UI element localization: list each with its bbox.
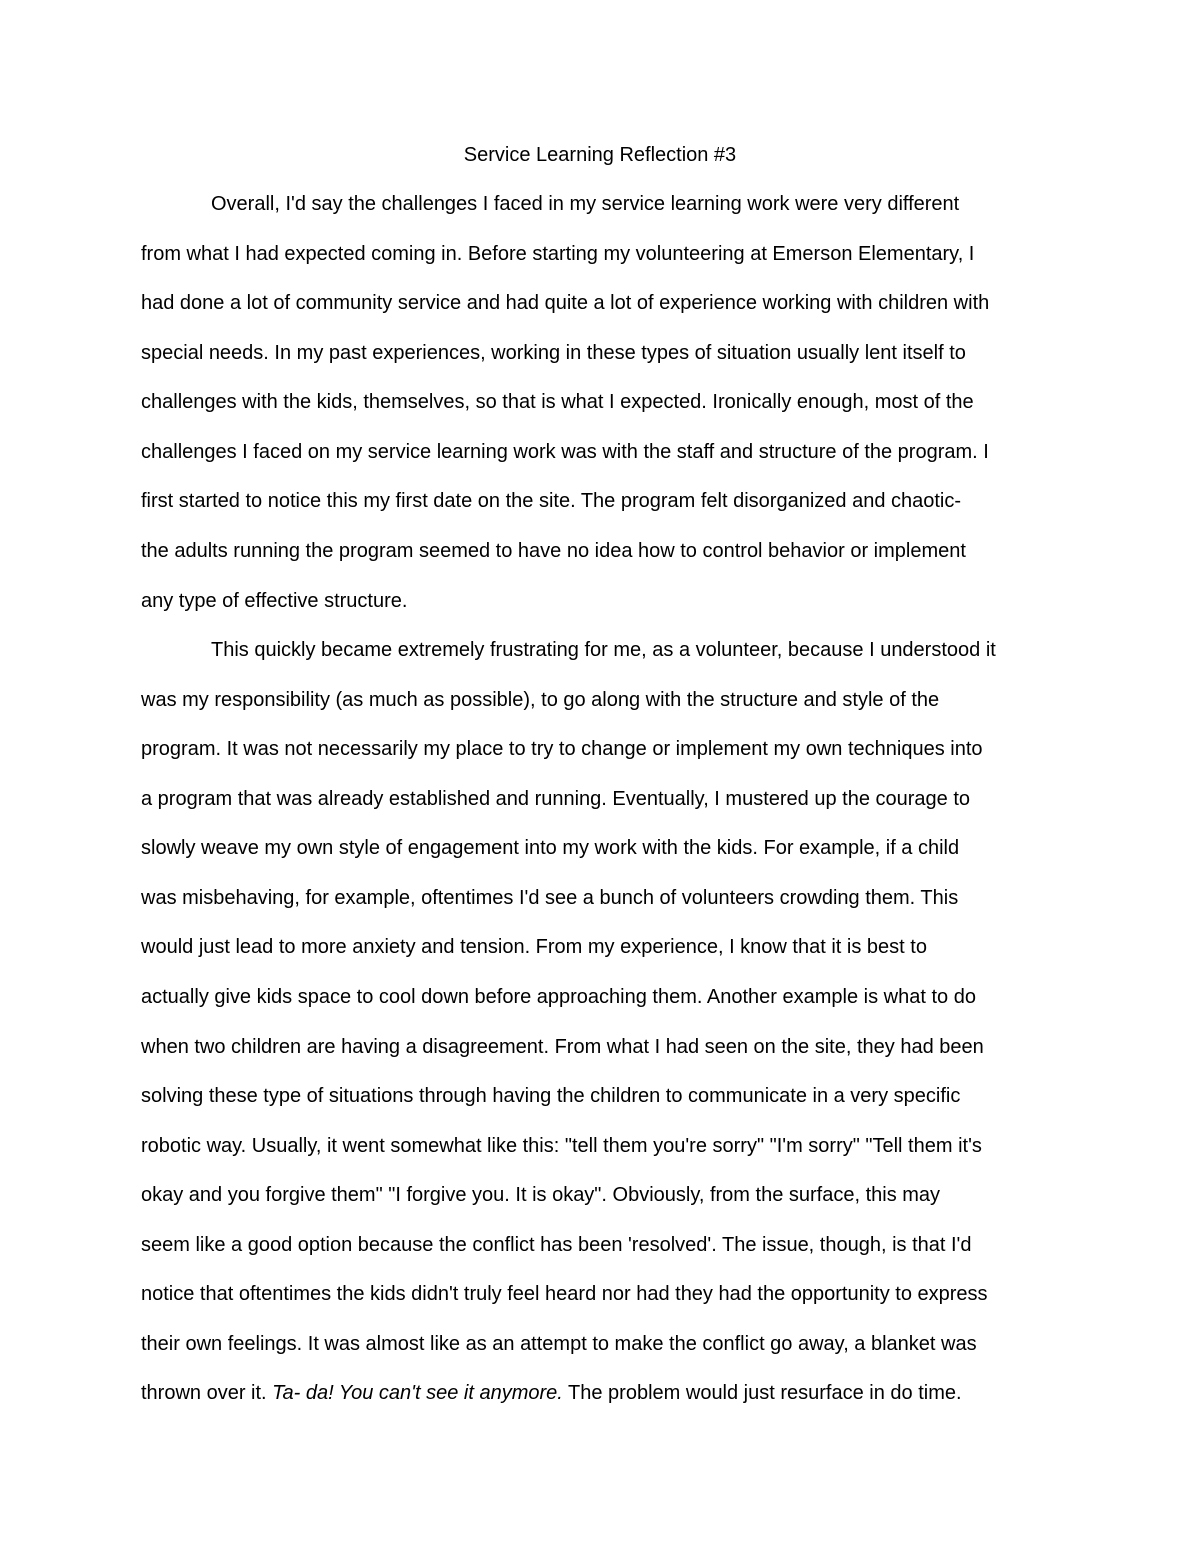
paragraph-2-line-10: solving these type of situations through having the children to communicate in a very specific: [141, 1085, 961, 1107]
paragraph-2-line-11: robotic way. Usually, it went somewhat like this: "tell them you're sorry" "I'm sorry" "Tell them it's: [141, 1135, 982, 1157]
paragraph-2-line-9: when two children are having a disagreement. From what I had seen on the site, they had been: [141, 1036, 984, 1058]
italic-phrase: Ta- da! You can't see it anymore.: [272, 1382, 563, 1404]
paragraph-2-line-16: [141, 1378, 962, 1408]
paragraph-1-line-8: the adults running the program seemed to have no idea how to control behavior or implement: [141, 540, 966, 562]
document-title: Service Learning Reflection #3: [463, 144, 737, 166]
paragraph-2-line-12: okay and you forgive them" "I forgive you. It is okay". Obviously, from the surface, this may: [141, 1184, 941, 1206]
paragraph-2-line-14: notice that oftentimes the kids didn't truly feel heard nor had they had the opportunity to express: [141, 1283, 988, 1305]
paragraph-2-line-4: a program that was already established and running. Eventually, I mustered up the courage to: [141, 788, 971, 810]
paragraph-2-line-5: slowly weave my own style of engagement into my work with the kids. For example, if a child: [141, 837, 960, 859]
paragraph-2-line-13: seem like a good option because the conflict has been 'resolved'. The issue, though, is that I'd: [141, 1234, 972, 1256]
paragraph-1-line-1: Overall, I'd say the challenges I faced in my service learning work were very different: [211, 193, 960, 215]
paragraph-2-line-8: actually give kids space to cool down before approaching them. Another example is what to do: [141, 986, 976, 1008]
paragraph-1-line-2: from what I had expected coming in. Before starting my volunteering at Emerson Elementary, I: [141, 243, 975, 265]
paragraph-1-line-7: first started to notice this my first date on the site. The program felt disorganized and chaotic-: [141, 490, 962, 512]
paragraph-1-line-5: challenges with the kids, themselves, so that is what I expected. Ironically enough, most of the: [141, 391, 974, 413]
line-text-before-italic: thrown over it.: [141, 1382, 273, 1404]
paragraph-1-line-4: special needs. In my past experiences, working in these types of situation usually lent itself to: [141, 342, 966, 364]
paragraph-1-line-3: had done a lot of community service and had quite a lot of experience working with children with: [141, 292, 990, 314]
paragraph-2-line-7: would just lead to more anxiety and tension. From my experience, I know that it is best to: [141, 936, 927, 958]
paragraph-2-line-15: their own feelings. It was almost like as an attempt to make the conflict go away, a blanket was: [141, 1333, 977, 1355]
paragraph-1-line-9: any type of effective structure.: [141, 590, 408, 612]
paragraph-1-line-6: challenges I faced on my service learning work was with the staff and structure of the program. I: [141, 441, 989, 463]
line-text-after-italic: The problem would just resurface in do time.: [562, 1382, 962, 1404]
paragraph-2-line-2: was my responsibility (as much as possible), to go along with the structure and style of the: [141, 689, 940, 711]
paragraph-2-line-6: was misbehaving, for example, oftentimes I'd see a bunch of volunteers crowding them. This: [141, 887, 959, 909]
paragraph-2-line-3: program. It was not necessarily my place to try to change or implement my own techniques into: [141, 738, 983, 760]
paragraph-2-line-1: This quickly became extremely frustrating for me, as a volunteer, because I understood it: [211, 639, 996, 661]
